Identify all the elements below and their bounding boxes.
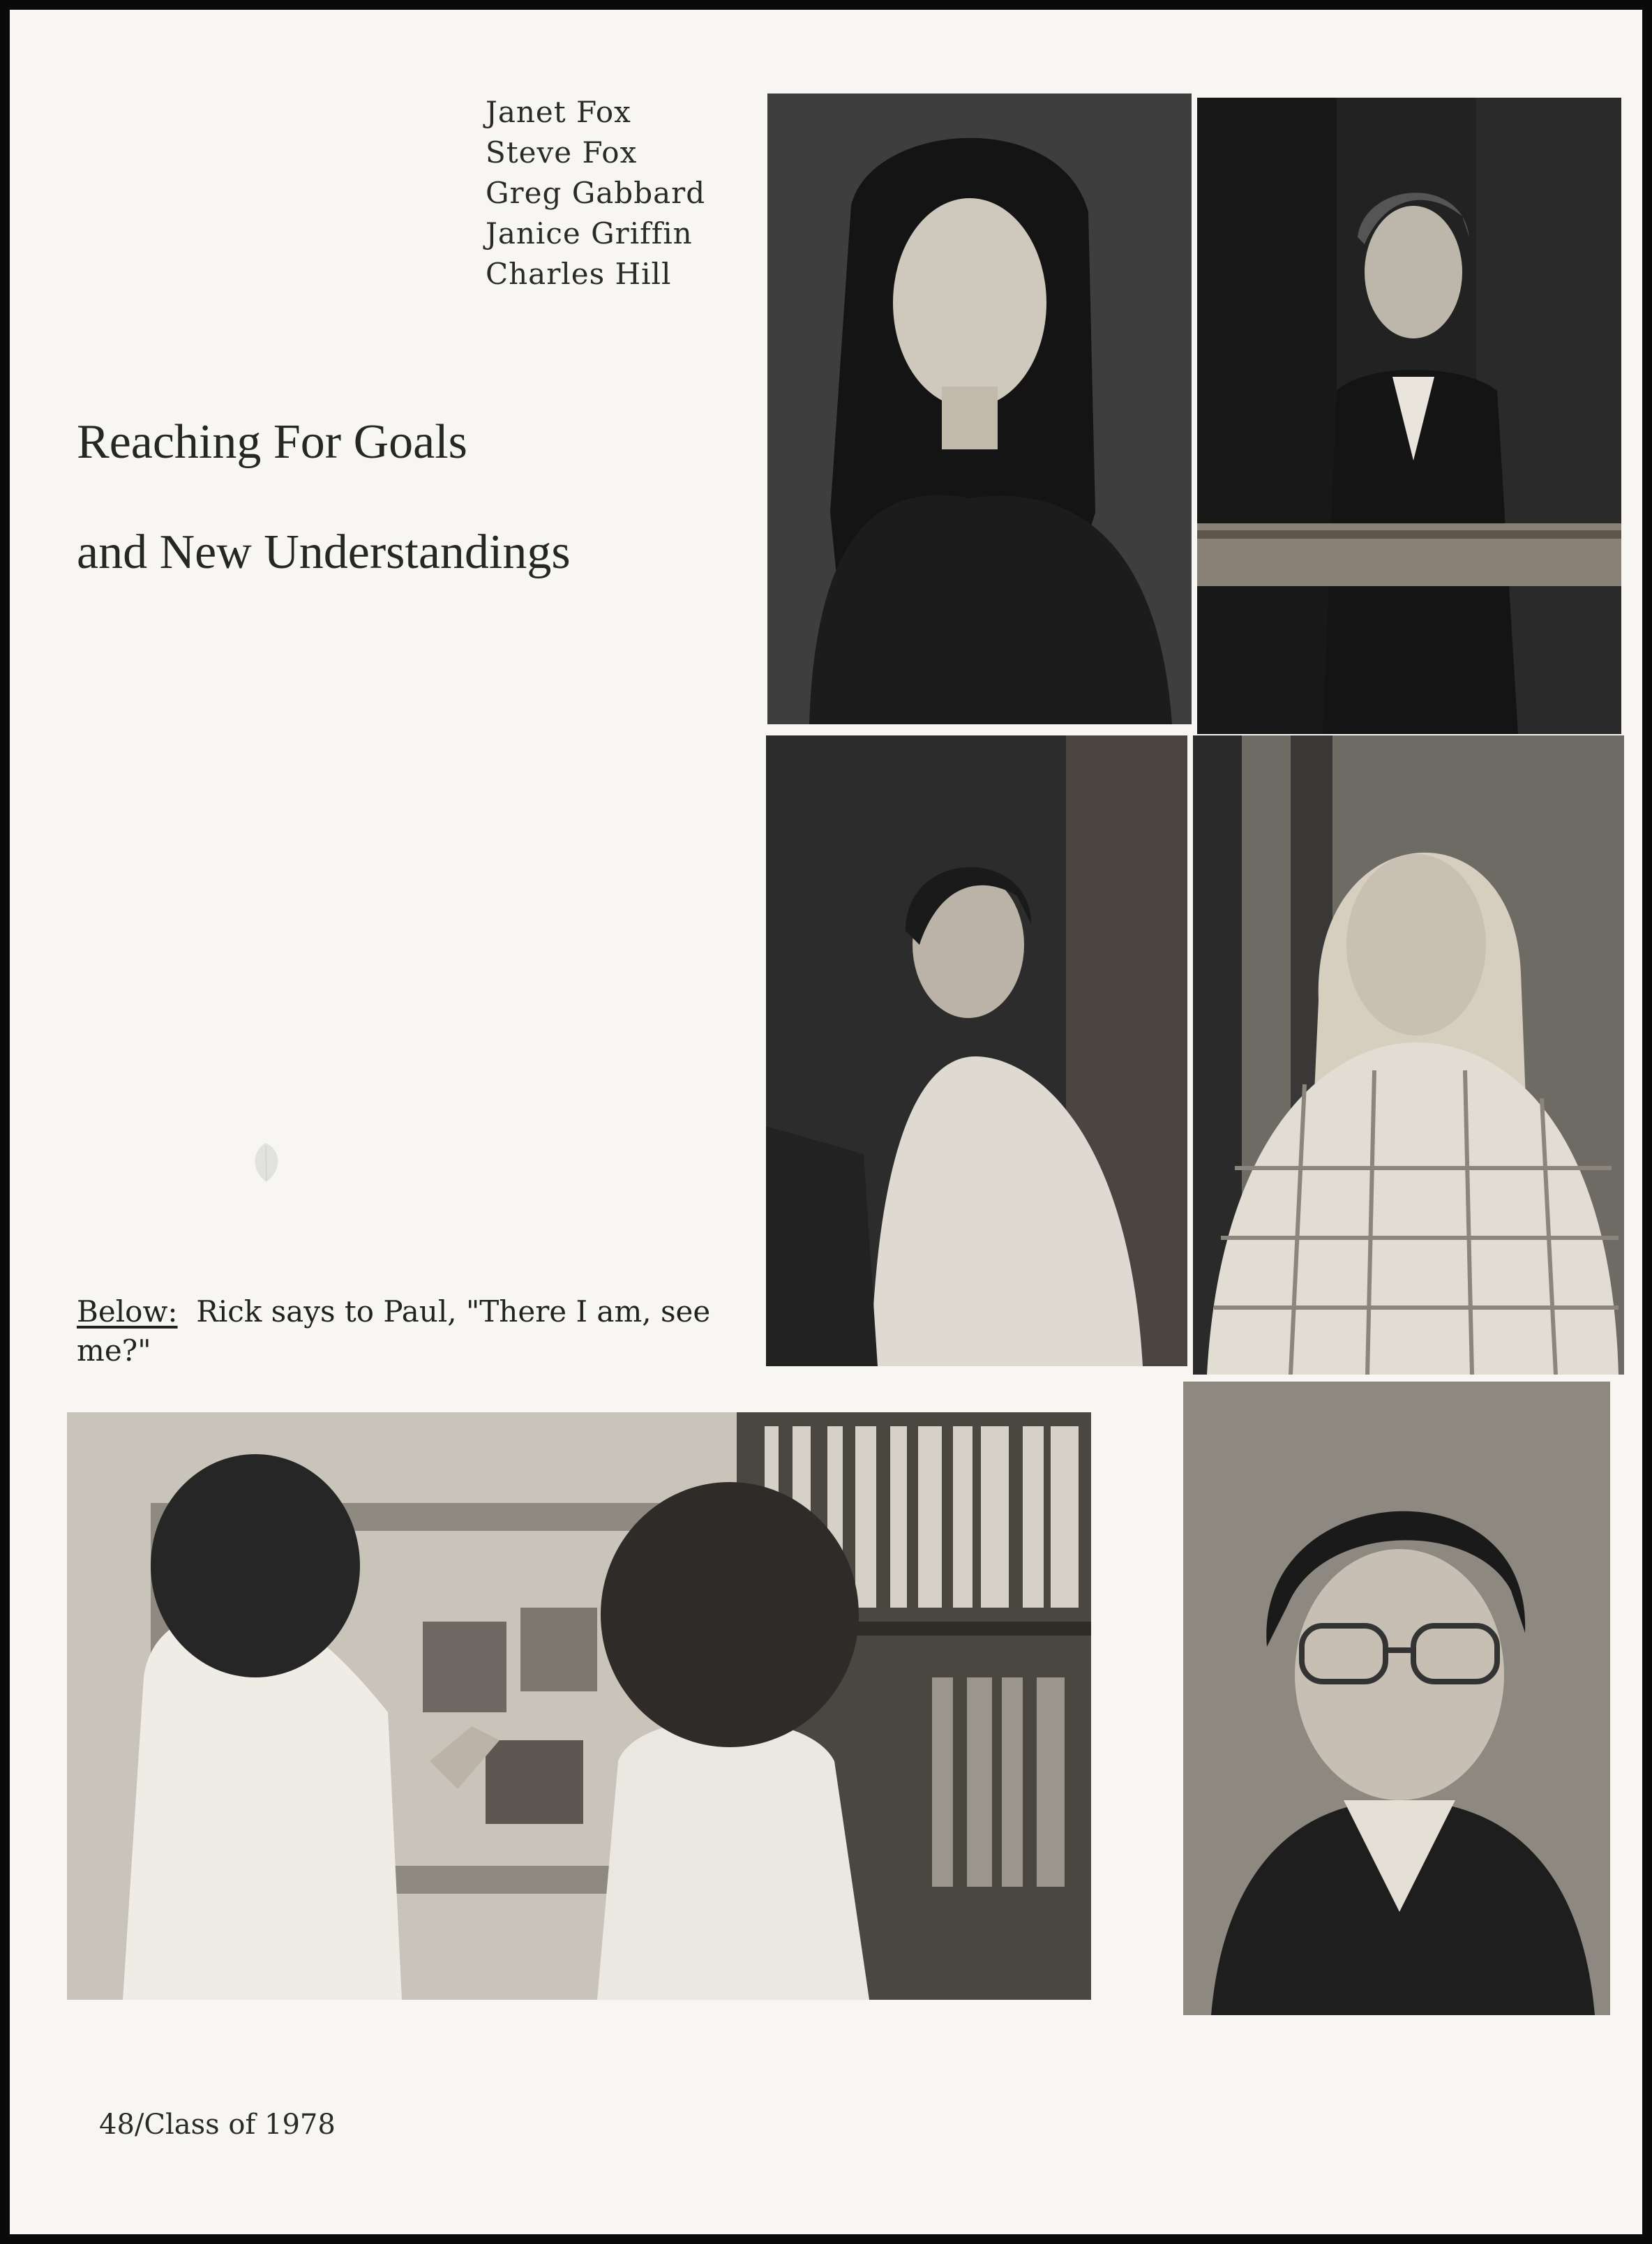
- caption-text: Rick says to Paul, "There I am, see me?": [77, 1294, 711, 1368]
- candid-photo: [67, 1412, 1091, 2000]
- portrait-photo: [766, 735, 1187, 1366]
- student-name-list: [486, 92, 705, 294]
- student-name: Greg Gabbard: [486, 176, 706, 210]
- portrait-photo: [1197, 98, 1621, 734]
- student-name: Janice Griffin: [486, 216, 693, 250]
- student-name: Steve Fox: [486, 135, 638, 170]
- portrait-photo: [1193, 735, 1624, 1375]
- headline-line-2: and New Understandings: [77, 525, 571, 579]
- yearbook-page: [10, 10, 1642, 2234]
- student-name: Janet Fox: [486, 95, 631, 129]
- photo-caption: [77, 1292, 733, 1370]
- portrait-photo: [1183, 1382, 1610, 2015]
- leaf-icon: [246, 1140, 286, 1185]
- student-name: Charles Hill: [486, 257, 672, 291]
- portrait-photo: [767, 94, 1192, 724]
- page-footer: 48/Class of 1978: [99, 2109, 336, 2141]
- caption-label: Below:: [77, 1294, 178, 1329]
- headline-line-1: Reaching For Goals: [77, 415, 467, 469]
